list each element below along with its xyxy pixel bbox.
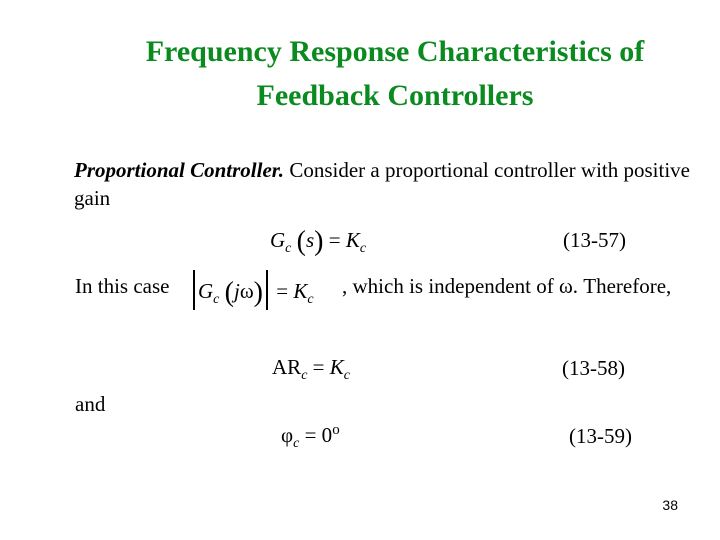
proportional-controller-heading: Proportional Controller. (74, 158, 285, 182)
page-number: 38 (662, 497, 678, 513)
title-line-1: Frequency Response Characteristics of (145, 35, 645, 68)
equation-13-59: $\varphi_c = 0^o$ (281, 422, 340, 451)
intro-paragraph (74, 156, 704, 212)
equation-13-57: $G_c$ $(s) = K_c$ (270, 226, 367, 257)
and-label: and (75, 392, 106, 416)
equation-number-13-58: (13-58) (562, 356, 625, 380)
in-this-case-label: In this case (75, 274, 170, 298)
intro-text: Consider a proportional controller with positive gain (74, 158, 690, 210)
magnitude-expression: $G_c$ $(j\omega) = K_c$ (190, 270, 314, 310)
title-line-2: Feedback Controllers (256, 79, 534, 112)
equation-number-13-57: (13-57) (563, 228, 626, 252)
equation-number-13-59: (13-59) (569, 424, 632, 448)
independence-text: , which is independent of ω. Therefore, (342, 274, 672, 298)
equation-13-58: $AR_c = K_c$ (272, 355, 350, 383)
slide-title (0, 30, 720, 118)
